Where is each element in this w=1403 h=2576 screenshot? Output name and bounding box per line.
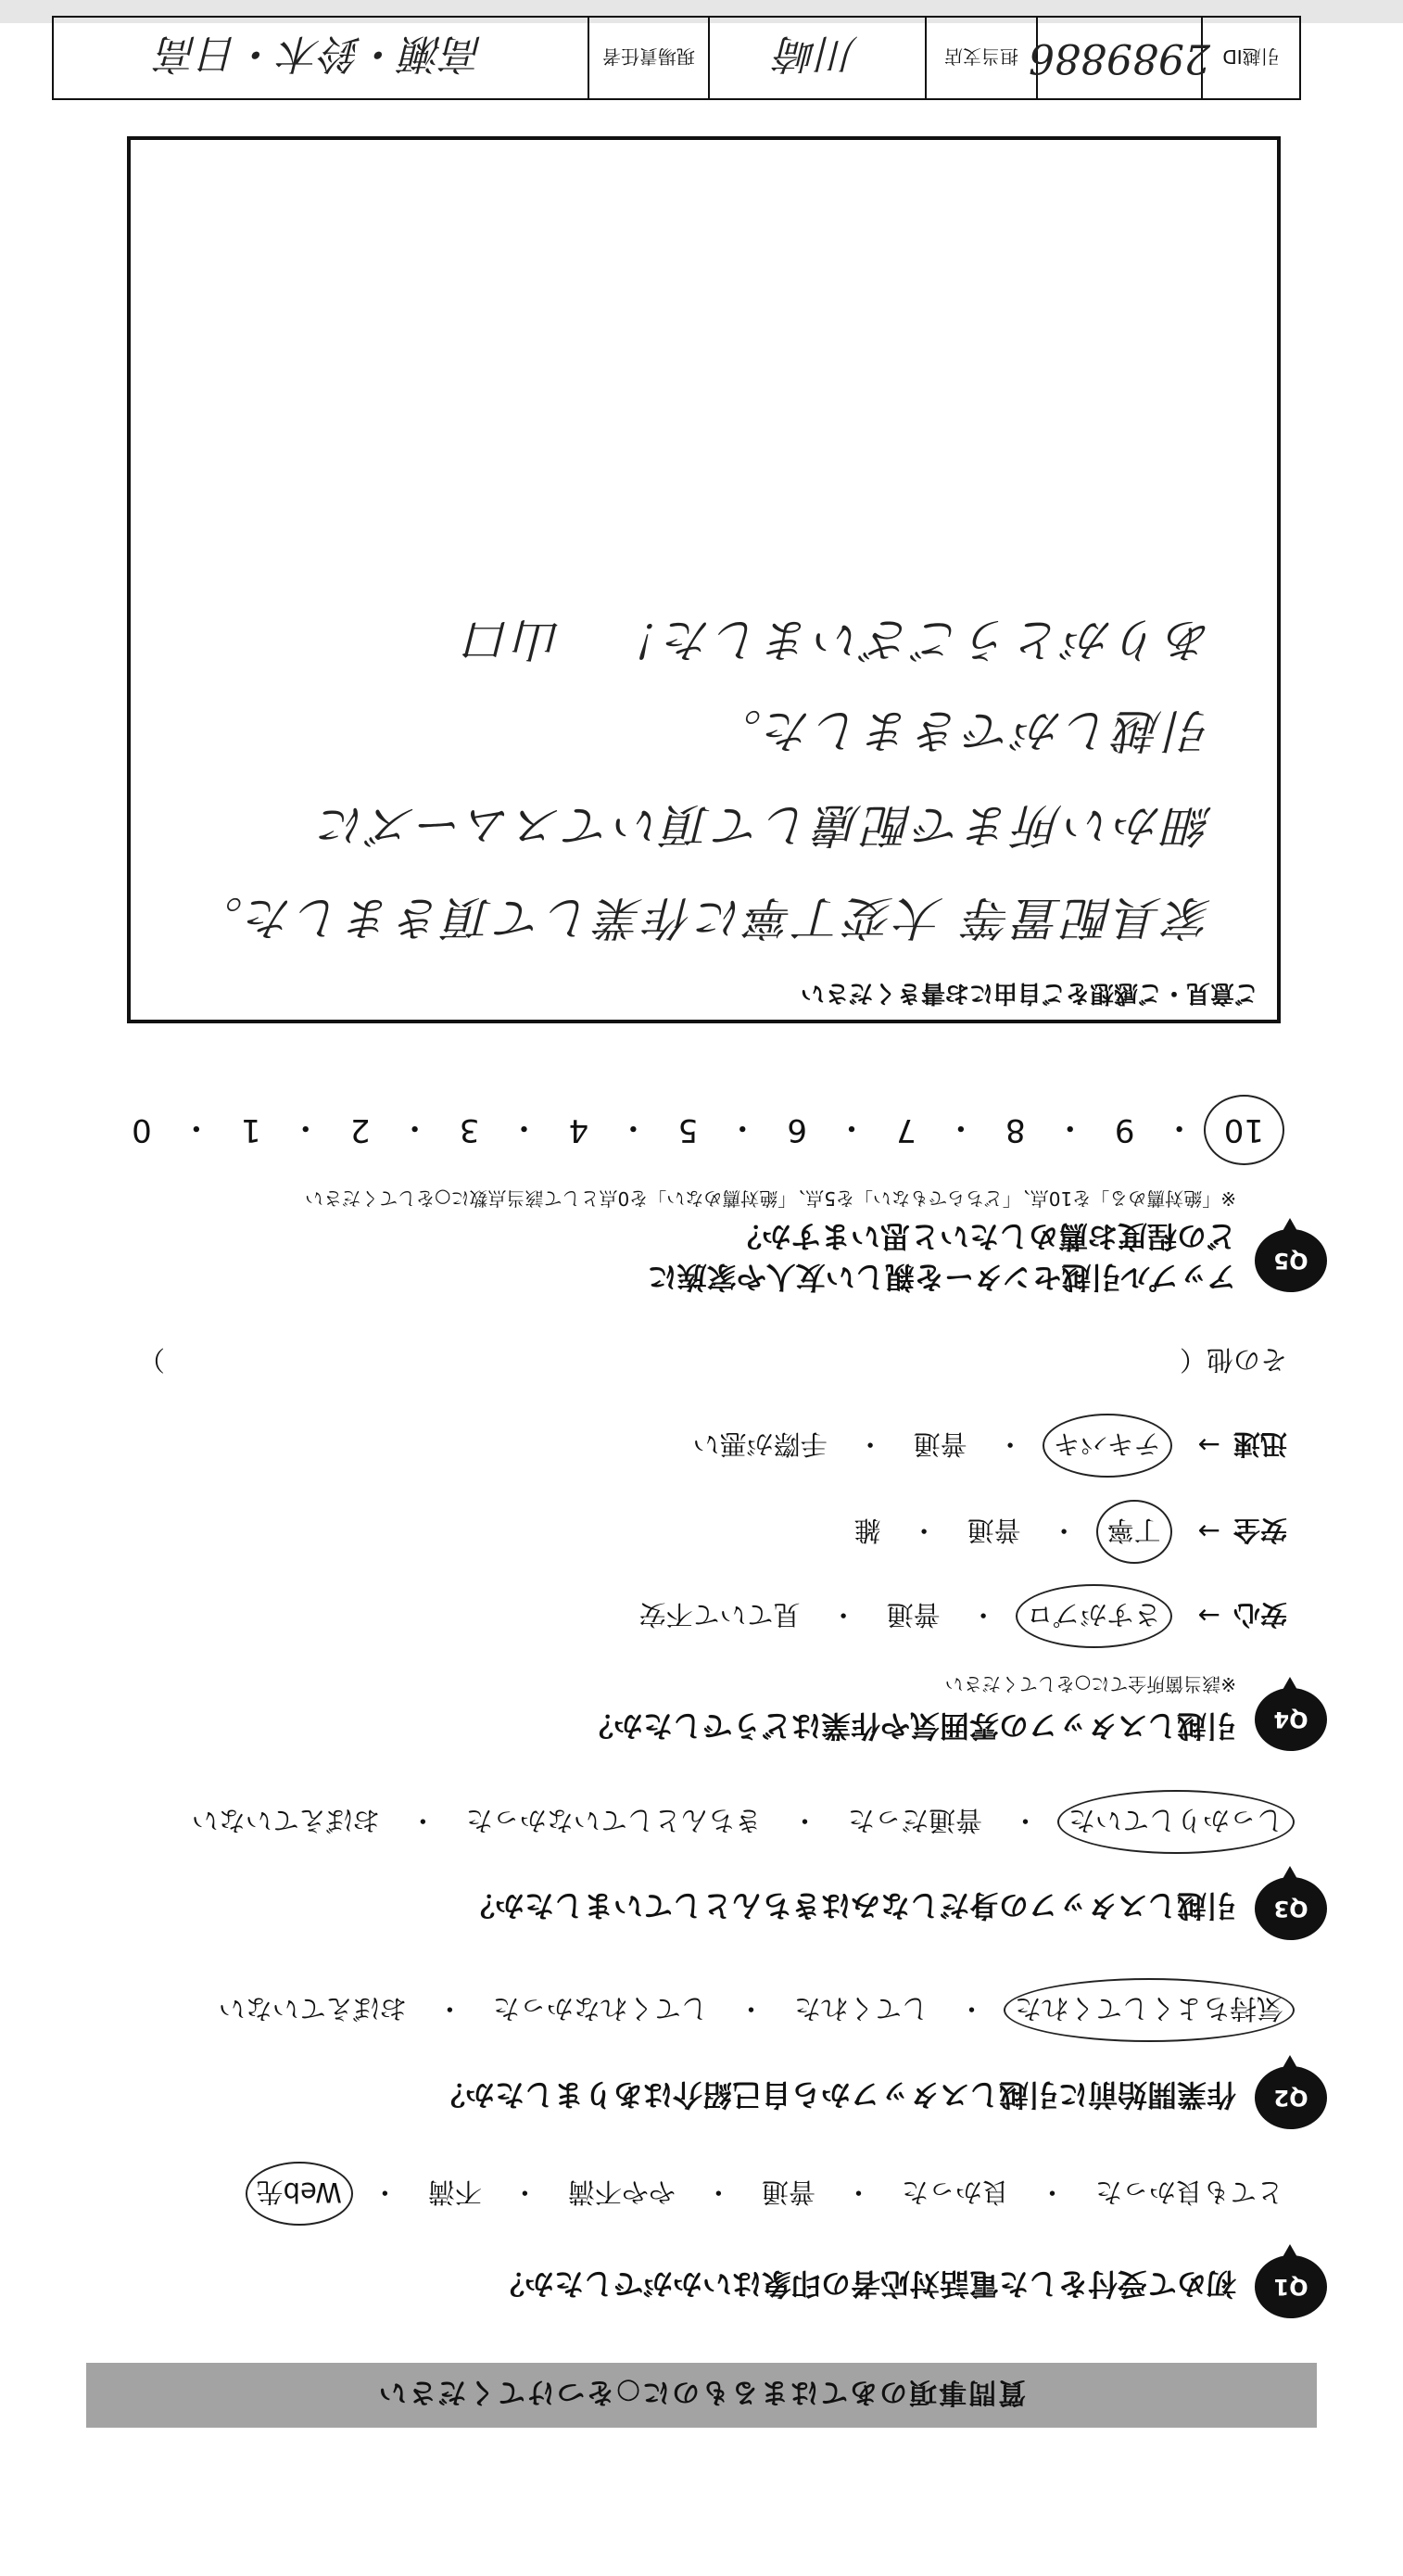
q3-option-1-selected[interactable]: しっかりしていた	[1065, 1803, 1287, 1841]
q2-option-2[interactable]: してくれた	[793, 1993, 929, 2024]
q3-option-3[interactable]: きちんとしていなかった	[465, 1805, 762, 1836]
q2-badge: Q2	[1255, 2066, 1327, 2129]
comment-box[interactable]	[127, 136, 1281, 1023]
q4-other-label: その他（	[1179, 1344, 1287, 1376]
q4-question: 引越しスタッフの雰囲気や作業はどうでしたか？	[583, 1708, 1236, 1744]
q3-option-2[interactable]: 普通だった	[847, 1805, 982, 1836]
q4-row-1-label: 安心	[1232, 1599, 1287, 1631]
q4-row-anshin: 安心 → さすがプロ ・ 普通 ・ 見ていて不安	[636, 1597, 1287, 1635]
q5-score-2[interactable]: 2	[349, 1111, 371, 1149]
arrow-right-icon: →	[1197, 1600, 1220, 1632]
q5-score-9[interactable]: 9	[1114, 1111, 1135, 1149]
q5-score-10-selected[interactable]: 10	[1220, 1112, 1268, 1149]
q4-row-anzen: 安全 → 丁寧 ・ 普通 ・ 雑	[851, 1513, 1287, 1551]
comment-line-2: 細かい所まで配慮して頂いてスムーズに	[316, 798, 1212, 852]
site-leader-label: 現場責任者	[588, 18, 708, 98]
q5-score-8[interactable]: 8	[1005, 1111, 1026, 1149]
q4-row-2-option-2[interactable]: 普通	[967, 1515, 1021, 1546]
q1-option-1[interactable]: とても良かった	[1094, 2176, 1283, 2208]
instruction-banner	[86, 2363, 1317, 2428]
comment-line-4: ありがとうございました！ 山口	[461, 613, 1212, 666]
q3-options: しっかりしていた ・ 普通だった ・ きちんとしていなかった ・ おぼえていない	[188, 1803, 1287, 1841]
q4-note: ※該当箇所全てに○をしてください	[944, 1673, 1236, 1695]
q5-score-6[interactable]: 6	[787, 1111, 807, 1149]
q5-score-7[interactable]: 7	[896, 1111, 916, 1149]
comment-line-1: 家具配置等 大変丁寧に作業して頂きました。	[193, 891, 1212, 945]
q4-other-row	[138, 1342, 1287, 1380]
q1-option-2[interactable]: 良かった	[901, 2176, 1009, 2208]
q5-score-0[interactable]: 0	[132, 1111, 152, 1149]
q1-option-6-selected[interactable]: Web先	[253, 2175, 346, 2213]
q2-option-3[interactable]: してくれなかった	[492, 1993, 708, 2024]
q1-option-3[interactable]: 普通	[761, 2176, 815, 2208]
q4-row-jinsoku: 迅速 → テキパキ ・ 普通 ・ 手際が悪い	[689, 1427, 1287, 1465]
q4-row-2-option-1-selected[interactable]: 丁寧	[1104, 1513, 1165, 1551]
comment-line-3: 引越しができました。	[712, 704, 1212, 757]
branch-label: 担当支店	[925, 18, 1036, 98]
q4-row-1-option-2[interactable]: 普通	[886, 1599, 941, 1631]
q4-badge: Q4	[1255, 1688, 1327, 1751]
q5-score-5[interactable]: 5	[677, 1111, 699, 1149]
site-leader-value: 高瀬・鈴木・日高	[158, 30, 484, 78]
q4-row-3-option-2[interactable]: 普通	[913, 1428, 967, 1460]
q5-note: ※「絶対薦める」を10点、「どちらでもない」を5点、「絶対薦めない」を0点として該当点数に○をしてください	[305, 1187, 1236, 1210]
q5-badge: Q5	[1255, 1229, 1327, 1292]
comment-label: ご意見・ご感想をご自由にお書きください	[800, 979, 1258, 1007]
instruction-text: 質問事項のあてはまるものに○をつけてください	[376, 2376, 1027, 2408]
q4-row-3-option-1-selected[interactable]: テキパキ	[1050, 1427, 1165, 1465]
staff-info-strip	[52, 16, 1301, 100]
q2-option-1-selected[interactable]: 気持ちよくしてくれた	[1011, 1991, 1287, 2029]
q4-row-3-option-3[interactable]: 手際が悪い	[692, 1428, 828, 1460]
q1-question: 初めて受付をした電話対応者の印象はいかがでしたか？	[494, 2266, 1236, 2302]
q4-row-1-option-1-selected[interactable]: さすがプロ	[1023, 1597, 1165, 1635]
q5-question-line-2: どの程度お薦めしたいと思いますか？	[731, 1219, 1236, 1254]
q4-row-2-label: 安全	[1232, 1515, 1287, 1546]
q4-other-input[interactable]: ）	[138, 1344, 166, 1376]
move-id-label: 引越ID	[1201, 18, 1299, 98]
q3-option-4[interactable]: おぼえていない	[191, 1805, 380, 1836]
q1-option-5[interactable]: 不満	[427, 2176, 482, 2208]
arrow-right-icon: →	[1197, 1516, 1220, 1548]
branch-value: 川崎	[708, 18, 925, 98]
q5-question-line-1: アップル引越センターを親しい友人や家族に	[647, 1260, 1236, 1295]
q4-row-1-option-3[interactable]: 見ていて不安	[638, 1599, 801, 1631]
q1-option-4[interactable]: やや不満	[567, 2176, 676, 2208]
q3-badge: Q3	[1255, 1877, 1327, 1940]
q4-row-3-label: 迅速	[1232, 1428, 1287, 1460]
q1-options: とても良かった ・ 良かった ・ 普通 ・ やや不満 ・ 不満 ・ Web先	[253, 2175, 1287, 2213]
q4-row-2-option-3[interactable]: 雑	[853, 1515, 881, 1546]
q5-score-1[interactable]: 1	[241, 1111, 261, 1149]
q1-badge: Q1	[1255, 2255, 1327, 2318]
q3-question: 引越しスタッフの身だしなみはきちんとしていましたか？	[464, 1888, 1236, 1923]
q2-question: 作業開始前に引越しスタッフから自己紹介はありましたか？	[435, 2077, 1236, 2113]
q5-scale: 10 ・ 9 ・ 8 ・ 7 ・ 6 ・ 5 ・ 4 ・ 3 ・ 2 ・ 1 ・ 0	[128, 1108, 1268, 1153]
q5-score-3[interactable]: 3	[459, 1111, 480, 1149]
q5-score-4[interactable]: 4	[568, 1111, 589, 1149]
arrow-right-icon: →	[1197, 1429, 1220, 1462]
q2-options: 気持ちよくしてくれた ・ してくれた ・ してくれなかった ・ おぼえていない	[215, 1991, 1287, 2029]
q2-option-4[interactable]: おぼえていない	[218, 1993, 407, 2024]
move-id-value: 2989886	[1036, 18, 1201, 98]
